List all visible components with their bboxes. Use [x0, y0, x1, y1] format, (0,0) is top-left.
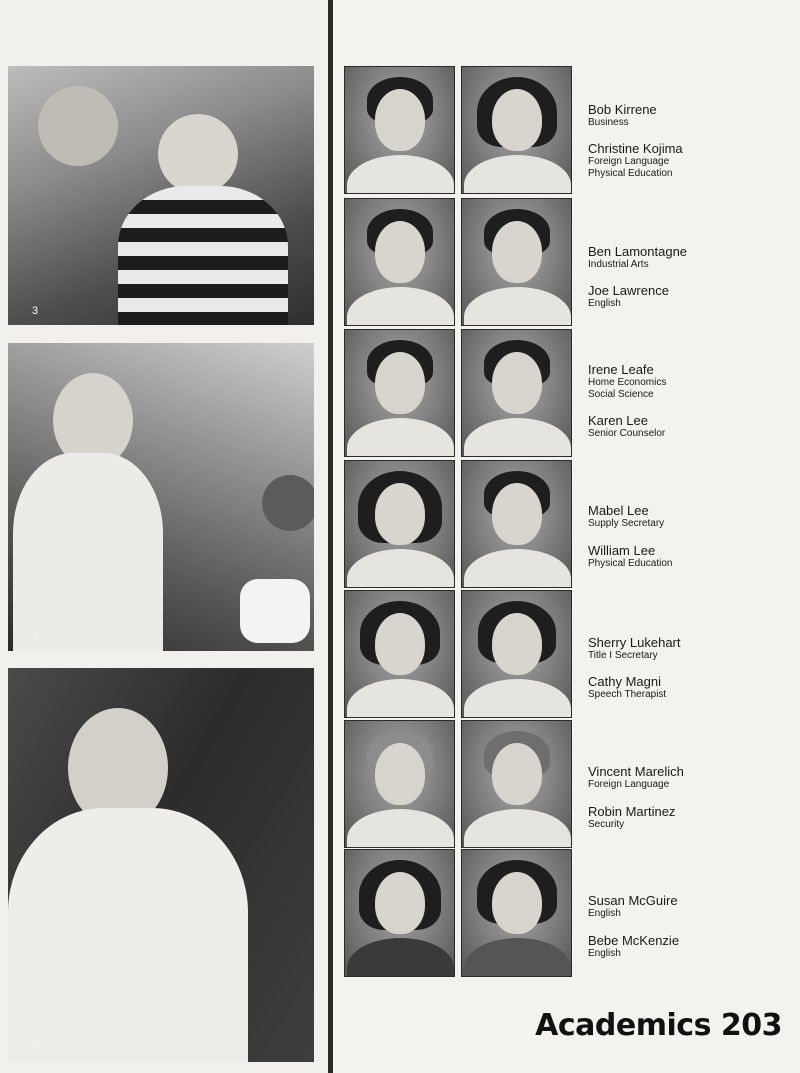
faculty-dept: Title I Secretary — [588, 650, 658, 661]
faculty-dept: Physical Education — [588, 558, 673, 569]
portrait-william-lee — [461, 460, 572, 588]
portrait-lukehart — [344, 590, 455, 718]
faculty-entry — [588, 933, 788, 960]
faculty-dept: Senior Counselor — [588, 428, 666, 439]
faculty-entry — [588, 362, 788, 401]
faculty-name: William Lee — [588, 543, 656, 558]
candid-photo-2 — [8, 343, 314, 651]
portrait-marelich — [344, 720, 455, 848]
faculty-name: Karen Lee — [588, 413, 648, 428]
portrait-mabel-lee — [344, 460, 455, 588]
faculty-name: Cathy Magni — [588, 674, 661, 689]
faculty-dept: Business — [588, 117, 629, 128]
faculty-name: Sherry Lukehart — [588, 635, 681, 650]
faculty-dept: Speech Therapist — [588, 689, 667, 700]
faculty-entry — [588, 674, 788, 701]
bag-shape — [240, 579, 310, 643]
faculty-name: Ben Lamontagne — [588, 244, 688, 259]
faculty-entry — [588, 804, 788, 831]
photo-number: 3 — [32, 305, 39, 317]
faculty-entry — [588, 893, 788, 920]
faculty-dept: Industrial Arts — [588, 259, 649, 270]
faculty-dept: English — [588, 298, 621, 309]
photo-subject-coat — [8, 808, 248, 1062]
faculty-dept: English — [588, 948, 621, 959]
page-number: 203 — [720, 1008, 782, 1043]
section-title: Academics — [535, 1008, 711, 1043]
photo-subject-sweater — [118, 186, 288, 325]
faculty-dept: Physical Education — [588, 168, 673, 179]
faculty-name: Robin Martinez — [588, 804, 676, 819]
photo-number: 4 — [32, 631, 39, 643]
portrait-leafe — [344, 329, 455, 457]
portrait-magni — [461, 590, 572, 718]
faculty-name: Mabel Lee — [588, 503, 649, 518]
page-footer — [535, 1008, 782, 1043]
faculty-dept: Social Science — [588, 389, 654, 400]
photo-student-face — [38, 86, 118, 166]
portrait-mcguire — [344, 849, 455, 977]
portrait-martinez — [461, 720, 572, 848]
faculty-name: Christine Kojima — [588, 141, 683, 156]
candid-photo-3 — [8, 668, 314, 1062]
candid-photo-column — [0, 0, 328, 1073]
faculty-entry — [588, 764, 788, 791]
faculty-name: Joe Lawrence — [588, 283, 669, 298]
faculty-dept: Supply Secretary — [588, 518, 665, 529]
portrait-lamontagne — [344, 198, 455, 326]
faculty-name: Susan McGuire — [588, 893, 678, 908]
faculty-entry — [588, 283, 788, 310]
faculty-name: Vincent Marelich — [588, 764, 684, 779]
faculty-dept: Foreign Language — [588, 779, 670, 790]
faculty-entry — [588, 413, 788, 440]
faculty-dept: English — [588, 908, 621, 919]
faculty-dept: Security — [588, 819, 625, 830]
faculty-entry — [588, 635, 788, 662]
faculty-dept: Foreign Language — [588, 156, 670, 167]
faculty-entry — [588, 244, 788, 271]
faculty-name: Irene Leafe — [588, 362, 654, 377]
faculty-dept: Home Economics — [588, 377, 667, 388]
faculty-entry — [588, 543, 788, 570]
page-gutter — [328, 0, 333, 1073]
portrait-kirrene — [344, 66, 455, 194]
photo-subject-face — [158, 114, 238, 194]
faculty-entry — [588, 503, 788, 530]
photo-subject-shirt — [13, 453, 163, 651]
candid-photo-1 — [8, 66, 314, 325]
portrait-lawrence — [461, 198, 572, 326]
faculty-entry — [588, 141, 788, 180]
globe-shape — [262, 475, 314, 531]
portrait-kojima — [461, 66, 572, 194]
faculty-name: Bob Kirrene — [588, 102, 657, 117]
portrait-mckenzie — [461, 849, 572, 977]
faculty-entry — [588, 102, 788, 129]
faculty-name: Bebe McKenzie — [588, 933, 680, 948]
photo-number: 5 — [32, 1042, 39, 1054]
portrait-karen-lee — [461, 329, 572, 457]
